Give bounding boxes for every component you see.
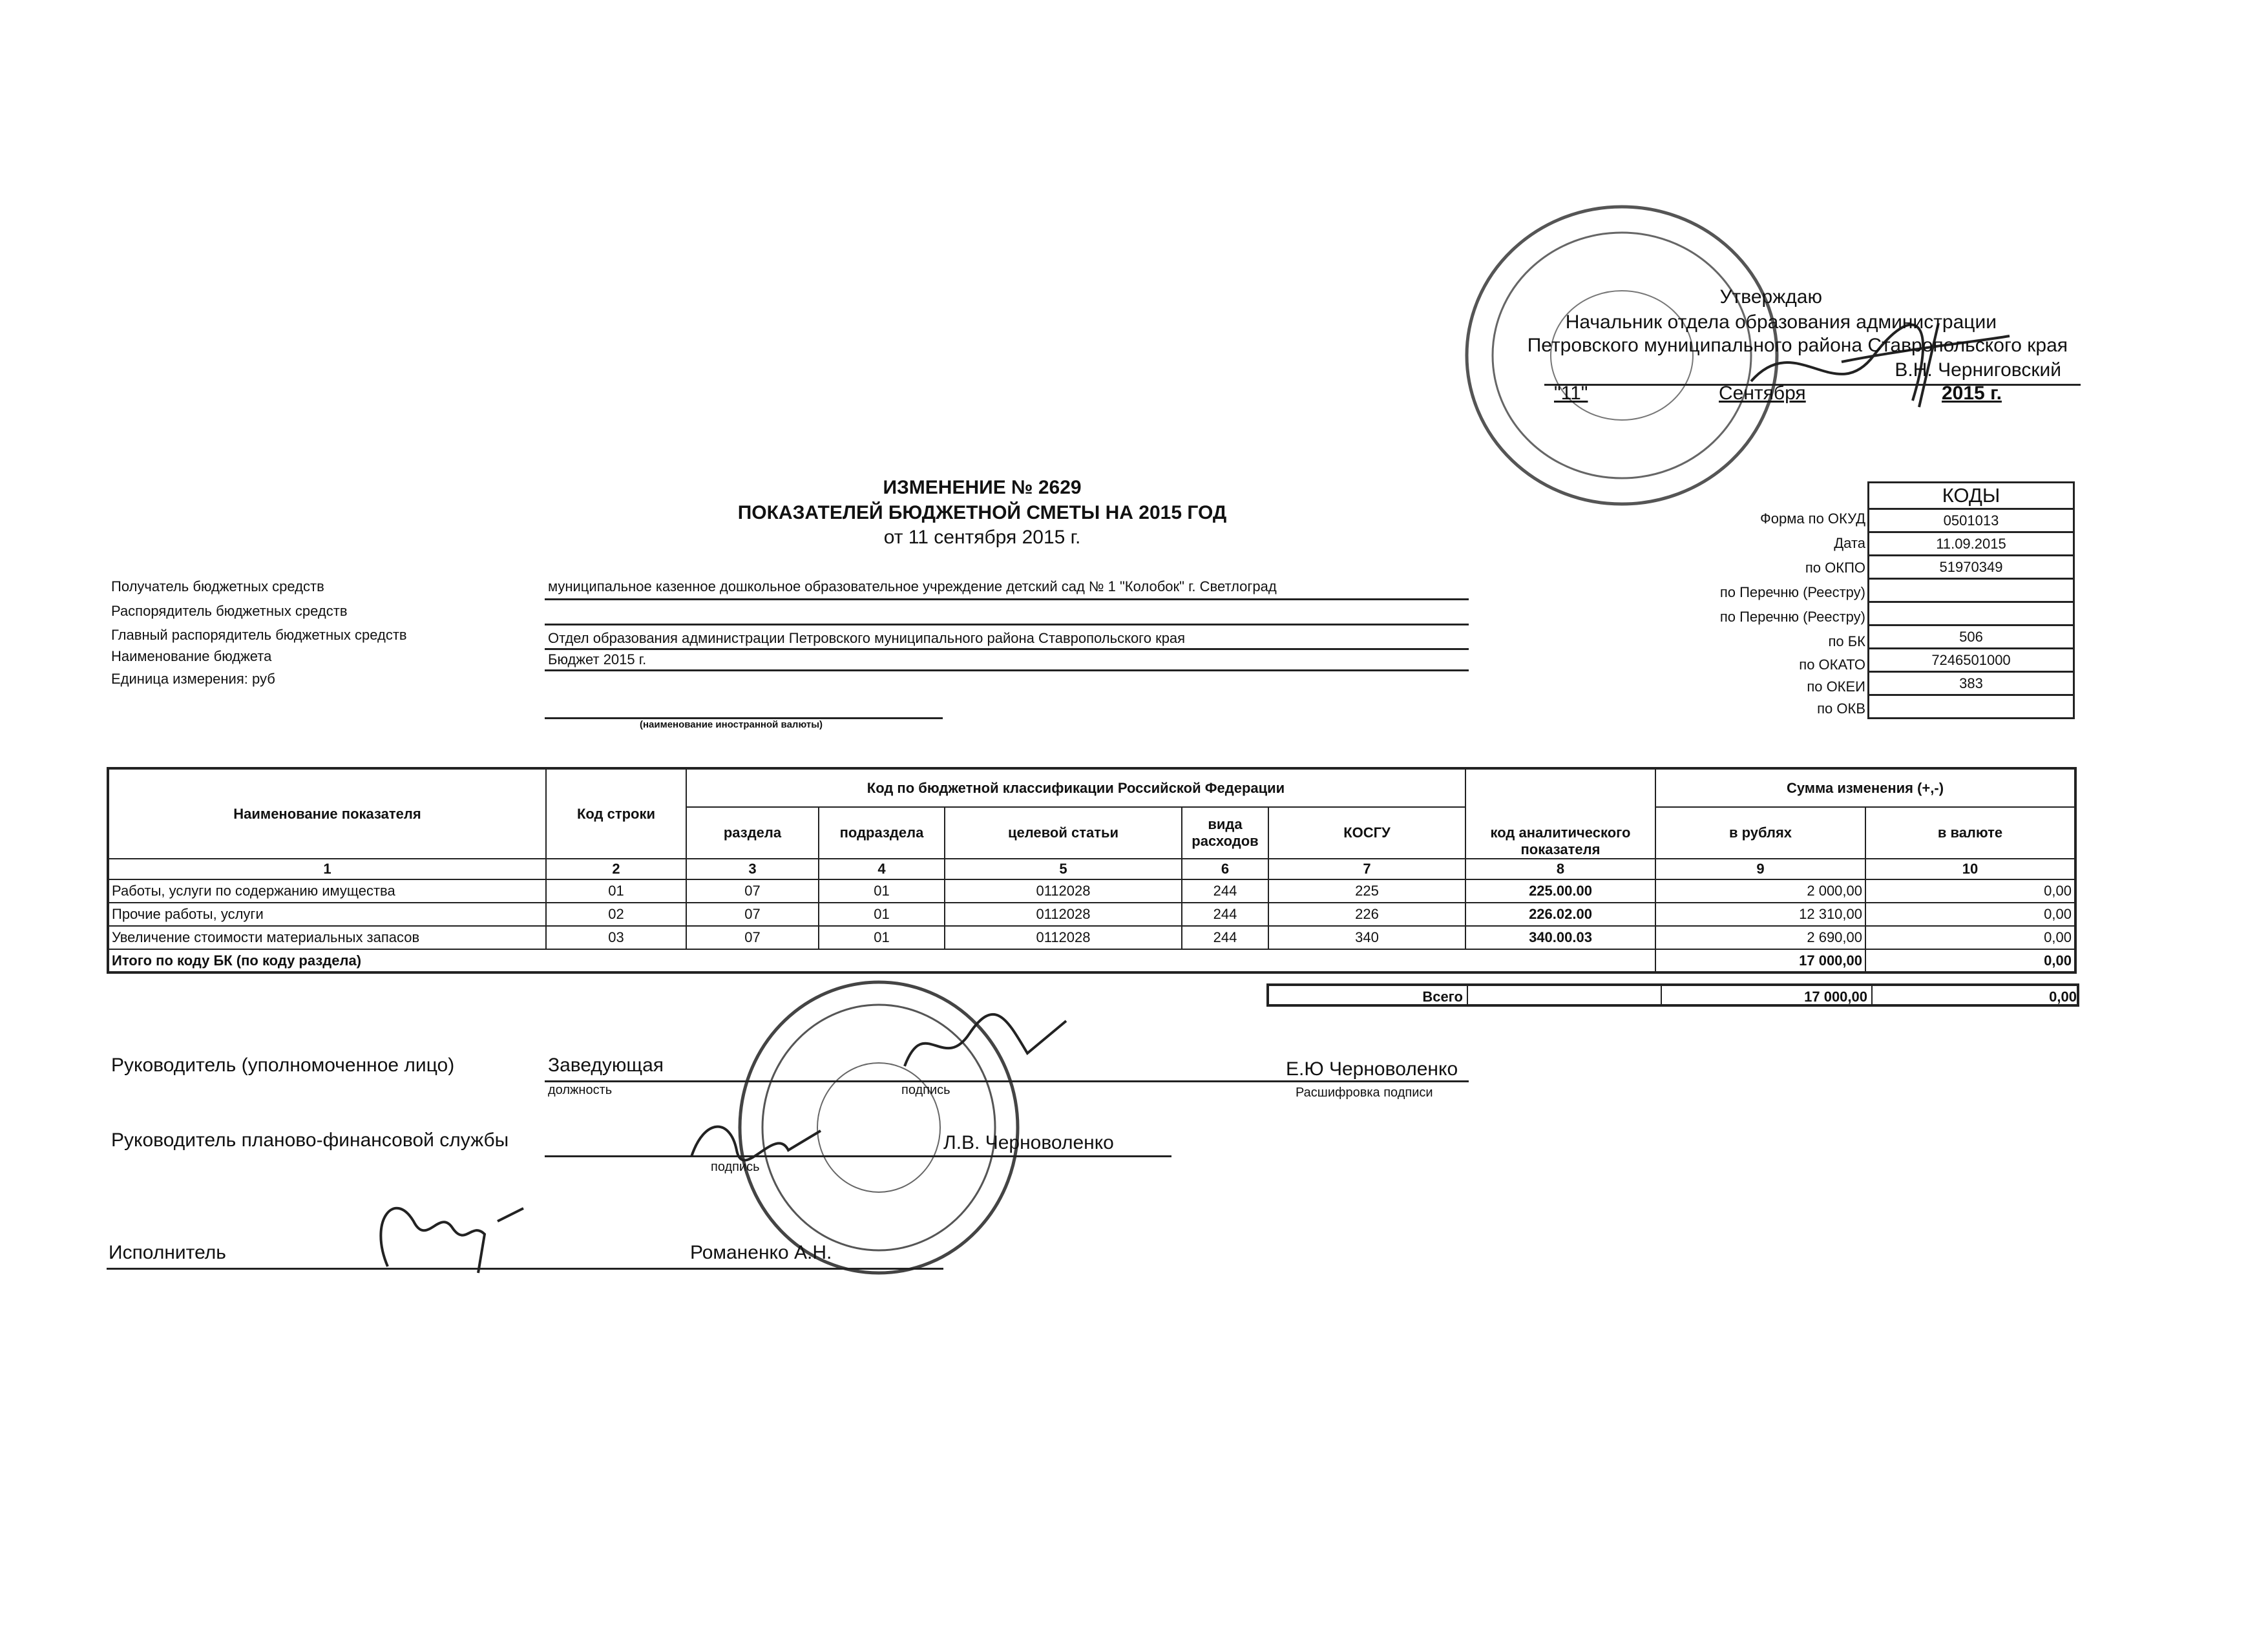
header-sum: Сумма изменения (+,-)	[1655, 768, 2075, 807]
code-label-register-1: по Перечню (Реестру)	[1719, 584, 1865, 600]
codes-header: КОДЫ	[1869, 483, 2074, 509]
header-type: вида расходов	[1182, 807, 1268, 859]
col-num: 2	[546, 859, 686, 879]
header-section: раздела	[686, 807, 819, 859]
row-subsection: 01	[819, 926, 945, 949]
col-num: 6	[1182, 859, 1268, 879]
head-signature	[898, 1008, 1079, 1079]
header-cur: в валюте	[1865, 807, 2075, 859]
code-label-okpo: по ОКПО	[1805, 560, 1865, 576]
approve-label: Утверждаю	[1719, 286, 1822, 308]
code-okv	[1869, 695, 2074, 719]
row-cur: 0,00	[1865, 903, 2075, 926]
grand-total-row	[1266, 983, 2079, 1007]
col-num: 8	[1465, 859, 1655, 879]
caption-signature: подпись	[901, 1083, 950, 1097]
row-cur: 0,00	[1865, 926, 2075, 949]
code-okud: 0501013	[1869, 509, 2074, 532]
total-rub: 17 000,00	[1655, 949, 1865, 972]
code-label-date: Дата	[1834, 535, 1865, 551]
row-rub: 2 000,00	[1655, 879, 1865, 903]
code-okpo: 51970349	[1869, 556, 2074, 579]
col-num: 3	[686, 859, 819, 879]
row-type: 244	[1182, 926, 1268, 949]
fin-label: Руководитель планово-финансовой службы	[111, 1129, 509, 1151]
col-num: 7	[1268, 859, 1465, 879]
unit-label: Единица измерения: руб	[111, 671, 275, 687]
col-num: 10	[1865, 859, 2075, 879]
row-target: 0112028	[945, 903, 1182, 926]
row-code: 03	[546, 926, 686, 949]
header-name: Наименование показателя	[108, 768, 546, 859]
row-name: Увеличение стоимости материальных запасов	[108, 926, 546, 949]
grand-rub: 17 000,00	[1804, 989, 1867, 1005]
row-rub: 12 310,00	[1655, 903, 1865, 926]
col-num: 9	[1655, 859, 1865, 879]
table-row	[108, 879, 2075, 903]
exec-signature	[368, 1182, 530, 1279]
currency-caption: (наименование иностранной валюты)	[640, 719, 823, 730]
chief-label: Главный распорядитель бюджетных средств	[111, 627, 407, 643]
header-code: Код строки	[546, 768, 686, 859]
row-subsection: 01	[819, 903, 945, 926]
row-type: 244	[1182, 903, 1268, 926]
fin-name: Л.В. Черноволенко	[943, 1132, 1114, 1153]
exec-label: Исполнитель	[109, 1242, 226, 1263]
row-code: 01	[546, 879, 686, 903]
code-register-2	[1869, 602, 2074, 625]
row-analytic: 226.02.00	[1465, 903, 1655, 926]
col-num: 1	[108, 859, 546, 879]
code-register-1	[1869, 579, 2074, 602]
row-rub: 2 690,00	[1655, 926, 1865, 949]
head-name: Е.Ю Черноволенко	[1286, 1058, 1458, 1080]
approve-year: 2015 г.	[1942, 383, 2002, 404]
chief-value: Отдел образования администрации Петровского муниципального района Ставропольского края	[548, 630, 1186, 646]
code-okato: 7246501000	[1869, 649, 2074, 672]
header-subsection: подраздела	[819, 807, 945, 859]
total-label: Итого по коду БК (по коду раздела)	[108, 949, 1655, 972]
row-name: Работы, услуги по содержанию имущества	[108, 879, 546, 903]
total-cur: 0,00	[1865, 949, 2075, 972]
row-section: 07	[686, 926, 819, 949]
code-label-okv: по ОКВ	[1817, 700, 1865, 717]
row-cur: 0,00	[1865, 879, 2075, 903]
head-position: Заведующая	[548, 1055, 664, 1076]
row-name: Прочие работы, услуги	[108, 903, 546, 926]
code-label-okato: по ОКАТО	[1799, 656, 1865, 673]
budget-value: Бюджет 2015 г.	[548, 651, 647, 667]
row-analytic: 225.00.00	[1465, 879, 1655, 903]
doc-title-2: ПОКАЗАТЕЛЕЙ БЮДЖЕТНОЙ СМЕТЫ НА 2015 ГОД	[737, 502, 1227, 523]
manager-label: Распорядитель бюджетных средств	[111, 603, 348, 619]
row-section: 07	[686, 879, 819, 903]
recipient-value: муниципальное казенное дошкольное образовательное учреждение детский сад № 1 "Колобок" г. Светлоград	[548, 578, 1277, 594]
approve-name: В.Н. Черниговский	[1895, 359, 2061, 381]
header-target: целевой статьи	[945, 807, 1182, 859]
header-bk: Код по бюджетной классификации Российской Федерации	[686, 768, 1465, 807]
table-row	[108, 903, 2075, 926]
row-section: 07	[686, 903, 819, 926]
code-bk: 506	[1869, 625, 2074, 649]
doc-title-1: ИЗМЕНЕНИЕ № 2629	[883, 477, 1082, 498]
row-target: 0112028	[945, 926, 1182, 949]
approve-day: "11"	[1554, 383, 1588, 404]
total-row	[108, 949, 2075, 972]
code-okei: 383	[1869, 672, 2074, 695]
header-rub: в рублях	[1655, 807, 1865, 859]
head-label: Руководитель (уполномоченное лицо)	[111, 1055, 455, 1076]
code-date: 11.09.2015	[1869, 532, 2074, 556]
row-analytic: 340.00.03	[1465, 926, 1655, 949]
row-type: 244	[1182, 879, 1268, 903]
grand-cur: 0,00	[2049, 989, 2077, 1005]
fin-caption: подпись	[711, 1160, 760, 1174]
header-analytic: код аналитического показателя	[1465, 768, 1655, 859]
budget-label: Наименование бюджета	[111, 648, 272, 664]
code-label-bk: по БК	[1828, 633, 1865, 649]
code-label-register-2: по Перечню (Реестру)	[1719, 609, 1865, 625]
row-kosgu: 226	[1268, 903, 1465, 926]
caption-position: должность	[548, 1083, 613, 1097]
row-target: 0112028	[945, 879, 1182, 903]
caption-decode: Расшифровка подписи	[1296, 1086, 1433, 1100]
codes-table	[1867, 481, 2075, 719]
row-subsection: 01	[819, 879, 945, 903]
budget-table	[107, 767, 2077, 974]
row-code: 02	[546, 903, 686, 926]
grand-label: Всего	[1422, 989, 1463, 1005]
code-label-okei: по ОКЕИ	[1807, 678, 1865, 695]
approve-position-1: Начальник отдела образования администрации	[1565, 311, 1997, 333]
row-kosgu: 340	[1268, 926, 1465, 949]
col-num: 5	[945, 859, 1182, 879]
approve-month: Сентября	[1719, 383, 1806, 404]
exec-name: Романенко А.Н.	[690, 1242, 832, 1263]
approve-position-2: Петровского муниципального района Ставропольского края	[1527, 335, 2068, 356]
doc-date: от 11 сентября 2015 г.	[883, 527, 1081, 548]
code-label-okud: Форма по ОКУД	[1760, 510, 1865, 527]
row-kosgu: 225	[1268, 879, 1465, 903]
col-num: 4	[819, 859, 945, 879]
fin-signature	[685, 1111, 827, 1170]
table-row	[108, 926, 2075, 949]
header-kosgu: КОСГУ	[1268, 807, 1465, 859]
recipient-label: Получатель бюджетных средств	[111, 578, 324, 594]
